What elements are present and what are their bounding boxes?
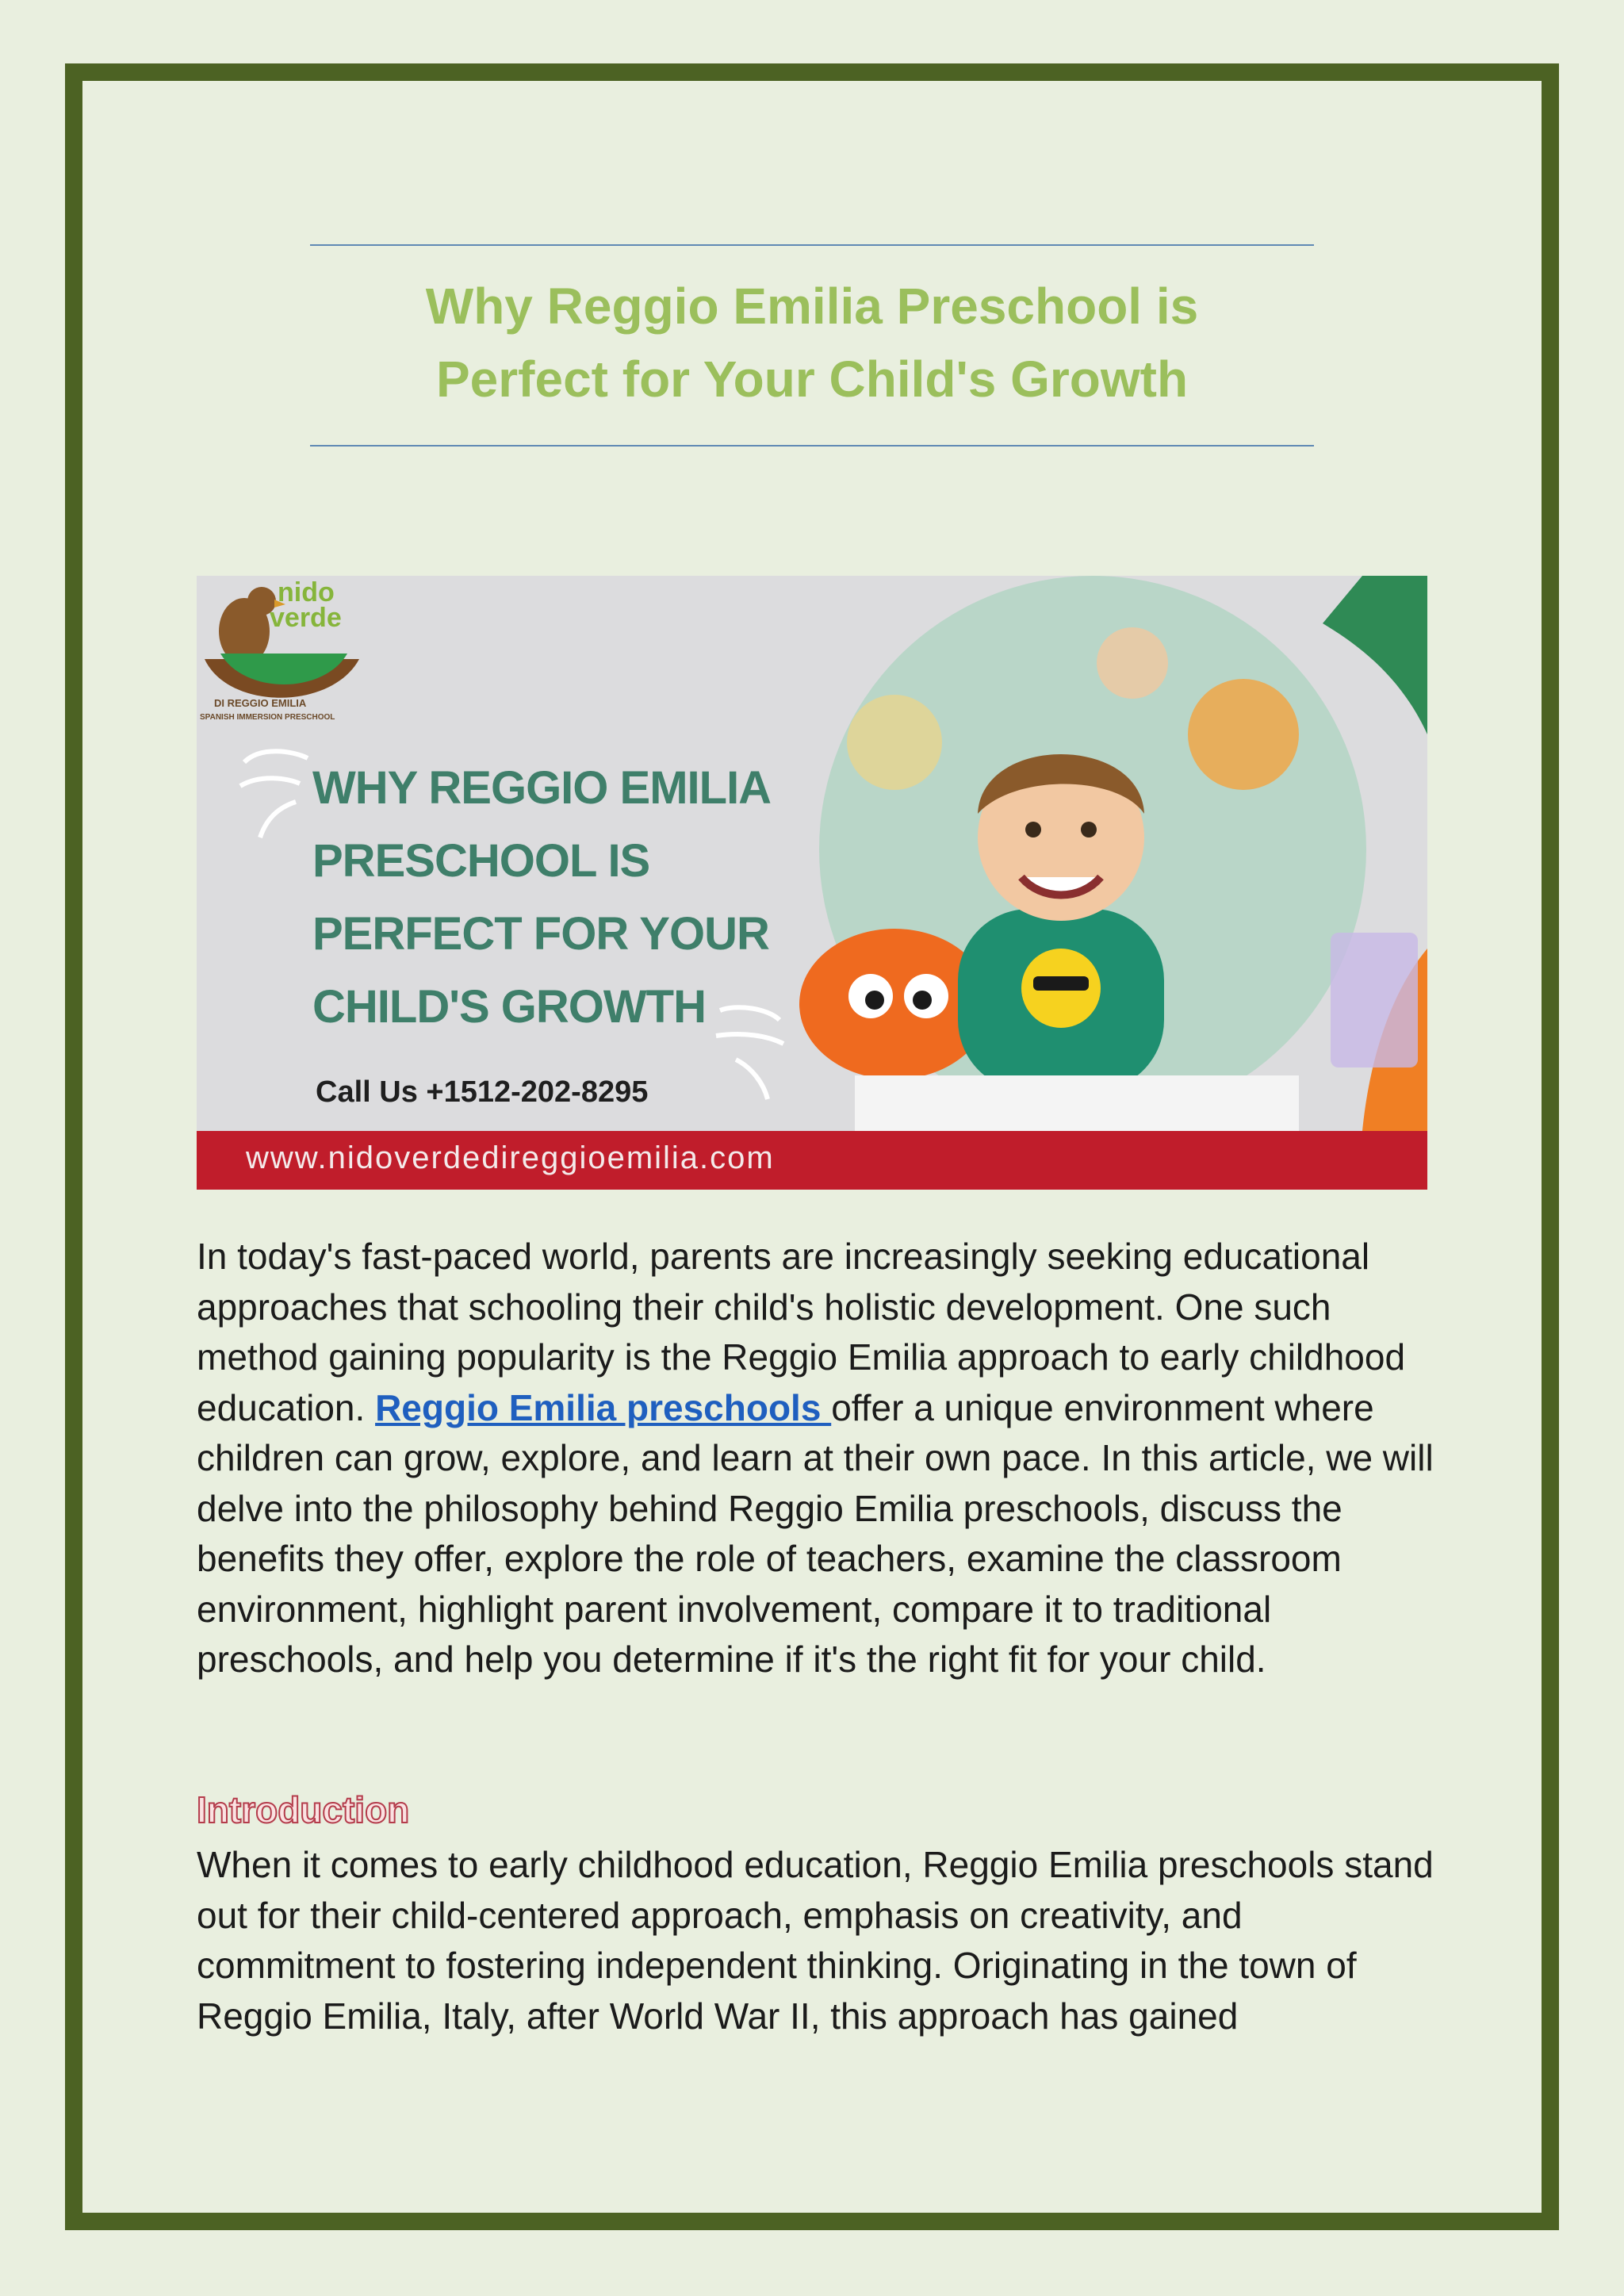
banner-headline xyxy=(312,752,820,1044)
introduction-heading: Introduction xyxy=(197,1789,410,1830)
banner-headline-line: PERFECT FOR YOUR xyxy=(312,908,769,960)
wall-art-icon xyxy=(1188,679,1299,790)
reggio-preschools-link[interactable]: Reggio Emilia preschools xyxy=(375,1386,832,1428)
pencil-cup-icon xyxy=(1331,933,1418,1068)
title-line-1: Why Reggio Emilia Preschool is xyxy=(425,278,1199,335)
title-rule-top xyxy=(310,244,1314,246)
title-rule-bottom xyxy=(310,445,1314,447)
banner-headline-line: WHY REGGIO EMILIA xyxy=(312,762,772,814)
banner-image xyxy=(197,576,1427,1190)
logo-tagline: SPANISH IMMERSION PRESCHOOL xyxy=(200,713,335,722)
banner-headline-line: PRESCHOOL IS xyxy=(312,835,650,887)
banner-headline-line: CHILD'S GROWTH xyxy=(312,981,706,1033)
banner-url: www.nidoverdedireggioemilia.com xyxy=(246,1140,775,1175)
logo-word-verde: verde xyxy=(270,603,342,633)
title-line-2: Perfect for Your Child's Growth xyxy=(435,351,1189,408)
intro-paragraph xyxy=(197,1232,1434,1685)
logo-subtitle: DI REGGIO EMILIA xyxy=(214,697,307,709)
intro-text-start: In today's fast-paced world, parents are increasingly seeking educational approaches that schooling their child's holistic development. One such method gaining popularity is the Reggio Emilia approach to early childhood education. xyxy=(197,1236,1406,1428)
wall-art-icon xyxy=(1097,627,1168,699)
intro-text-end: offer a unique environment where children can grow, explore, and learn at their own pace. In this article, we will delve into the philosophy behind Reggio Emilia preschools, discuss the benefits they offer, explore the role of teachers, examine the classroom environment, highlight parent involvement, compare it to traditional preschools, and help you determine if it's the right fit for your child. xyxy=(197,1386,1434,1680)
logo-word-nido: nido xyxy=(278,577,335,608)
page-title xyxy=(310,270,1314,416)
introduction-paragraph: When it comes to early childhood education, Reggio Emilia preschools stand out for their child-centered approach, emphasis on creativity, and commitment to fostering independent thinking. Originating in the town of Reggio Emilia, Italy, after World War II, this approach has gained xyxy=(197,1844,1434,2037)
banner-phone: Call Us +1512-202-8295 xyxy=(316,1075,649,1109)
wall-art-icon xyxy=(847,695,942,790)
desk-paper xyxy=(855,1075,1299,1131)
